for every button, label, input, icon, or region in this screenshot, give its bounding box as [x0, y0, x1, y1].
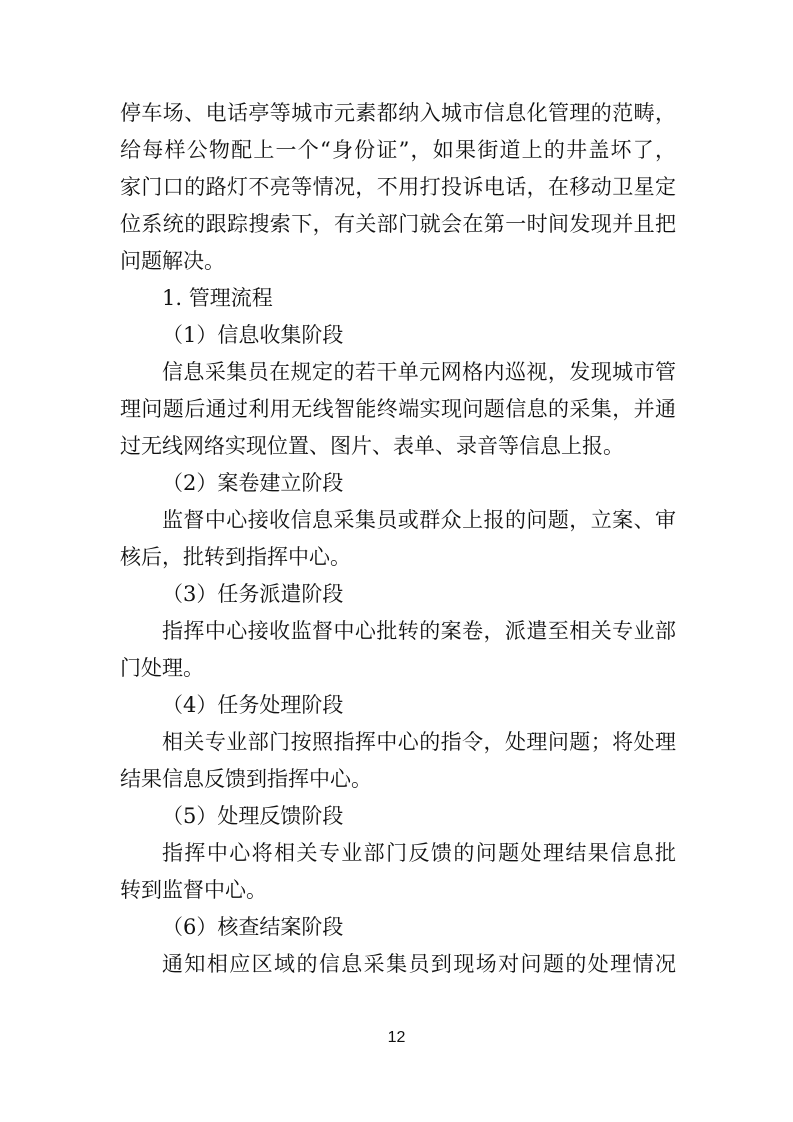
paragraph-line: 停车场、电话亭等城市元素都纳入城市信息化管理的范畴， [120, 101, 676, 125]
paragraph-line: 相关专业部门按照指挥中心的指令，处理问题；将处理 [162, 730, 676, 754]
section-heading: 1. 管理流程 [162, 286, 273, 310]
paragraph-line: 信息采集员在规定的若干单元网格内巡视，发现城市管 [162, 360, 676, 384]
paragraph-line: 结果信息反馈到指挥中心。 [120, 767, 372, 791]
paragraph-line: 位系统的跟踪搜索下，有关部门就会在第一时间发现并且把 [120, 212, 676, 236]
paragraph-line: 问题解决。 [120, 249, 225, 273]
paragraph-line: 家门口的路灯不亮等情况，不用打投诉电话，在移动卫星定 [120, 175, 676, 199]
subsection-heading: （4）任务处理阶段 [162, 693, 344, 717]
paragraph-line: 理问题后通过利用无线智能终端实现问题信息的采集，并通 [120, 397, 676, 421]
body-text [120, 95, 676, 983]
paragraph-line: 核后，批转到指挥中心。 [120, 545, 351, 569]
paragraph-line: 给每样公物配上一个“身份证”，如果街道上的井盖坏了， [120, 138, 676, 162]
paragraph-line: 指挥中心将相关专业部门反馈的问题处理结果信息批 [162, 841, 676, 865]
subsection-heading: （1）信息收集阶段 [162, 323, 344, 347]
paragraph-line: 门处理。 [120, 656, 204, 680]
subsection-heading: （5）处理反馈阶段 [162, 804, 344, 828]
subsection-heading: （3）任务派遣阶段 [162, 582, 344, 606]
paragraph-line: 指挥中心接收监督中心批转的案卷，派遣至相关专业部 [162, 619, 676, 643]
subsection-heading: （6）核查结案阶段 [162, 915, 344, 939]
subsection-heading: （2）案卷建立阶段 [162, 471, 344, 495]
paragraph-line: 转到监督中心。 [120, 878, 267, 902]
page-number: 12 [387, 1029, 406, 1046]
paragraph-line: 通知相应区域的信息采集员到现场对问题的处理情况 [162, 952, 676, 976]
paragraph-line: 过无线网络实现位置、图片、表单、录音等信息上报。 [120, 434, 624, 458]
paragraph-line: 监督中心接收信息采集员或群众上报的问题，立案、审 [162, 508, 676, 532]
